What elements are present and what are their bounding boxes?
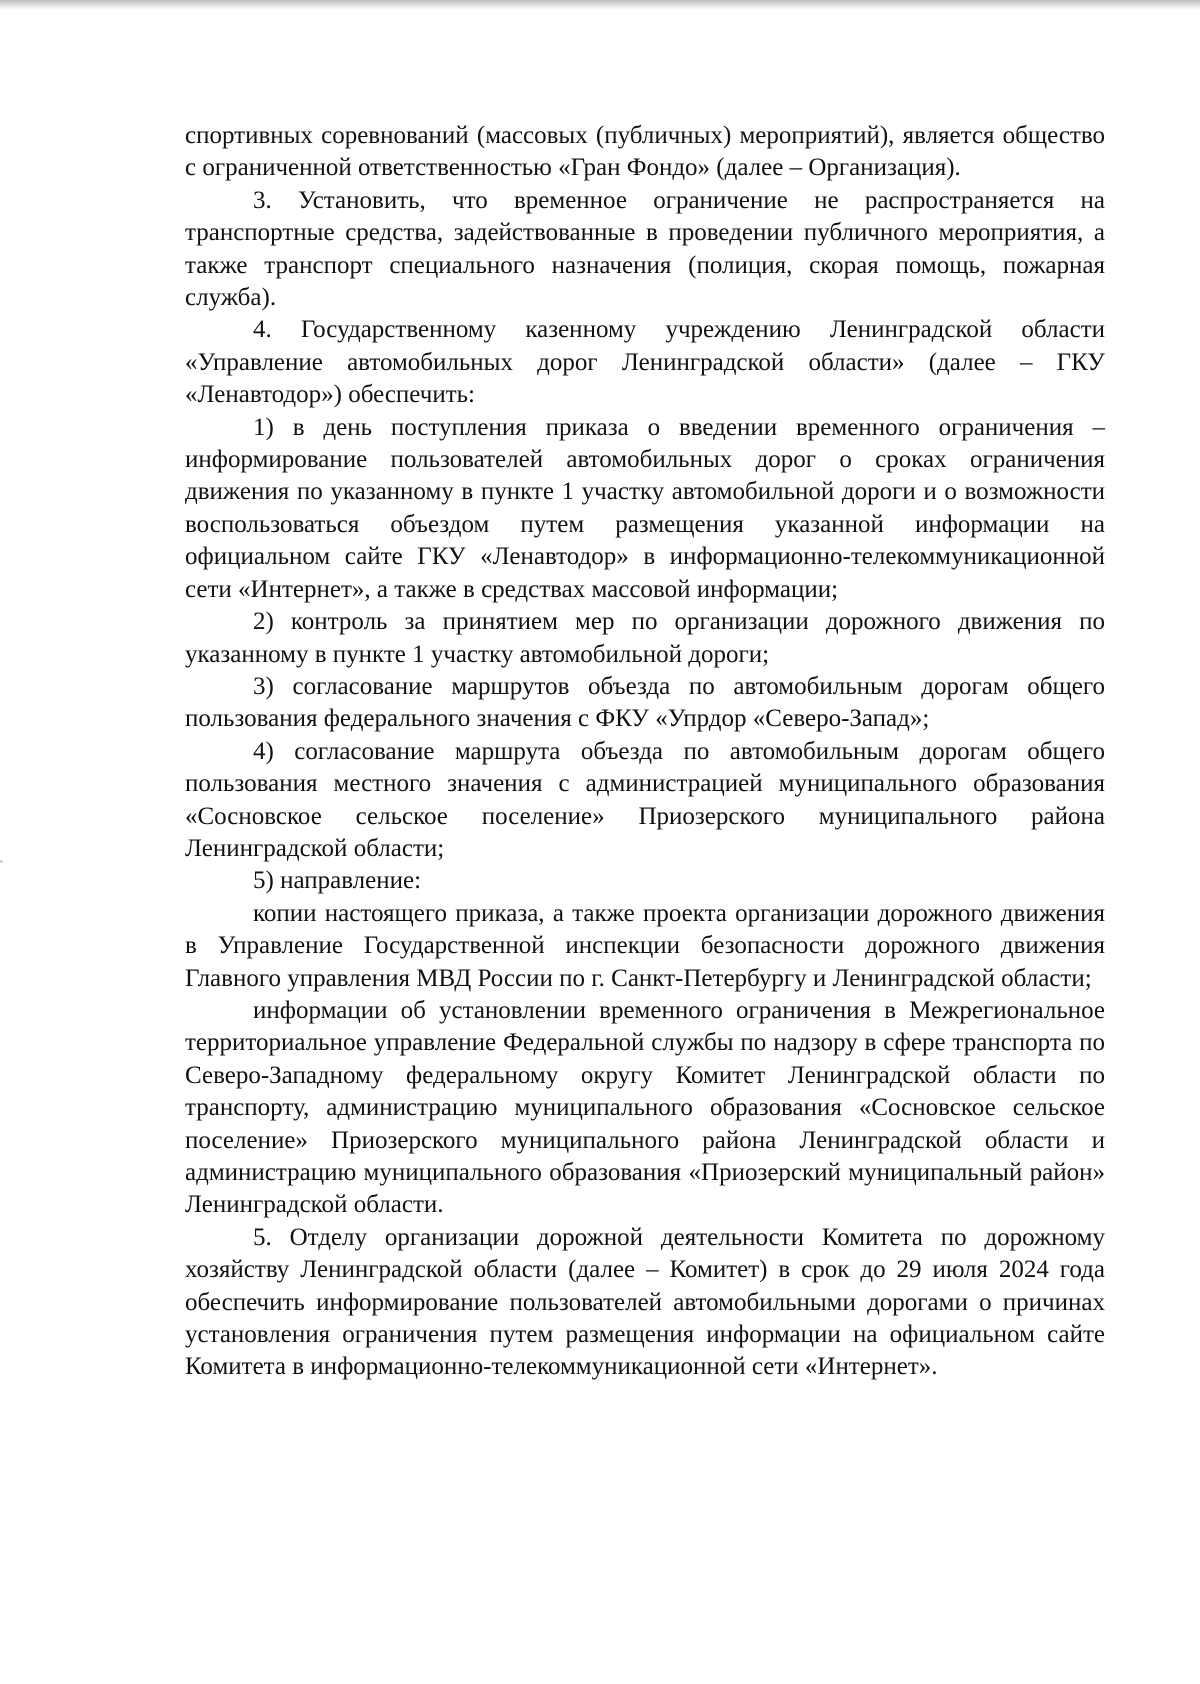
paragraph-item-4: 4. Государственному казенному учреждению Ленинградской области «Управление автомобильных дорог Ленинградской области» (далее – ГКУ «Ленавтодор») обеспечить: (185, 316, 1105, 409)
scan-top-edge (0, 0, 1200, 10)
paragraph-copies: копии настоящего приказа, а также проекта организации дорожного движения в Управление Государственной инспекции безопасности дорожного движения Главного управления МВД России по г. Санкт-Петербургу и Ленинградской области; (185, 899, 1105, 992)
scan-speck (0, 860, 3, 863)
paragraph-continuation: спортивных соревнований (массовых (публичных) мероприятий), является общество с ограниченной ответственностью «Гран Фондо» (далее – Организация). (185, 122, 1105, 182)
paragraph-subitem-3: 3) согласование маршрутов объезда по автомобильным дорогам общего пользования федерального значения с ФКУ «Упрдор «Северо-Запад»; (185, 672, 1105, 733)
paragraph-item-3: 3. Установить, что временное ограничение не распространяется на транспортные средства, задействованные в проведении публичного мероприятия, а также транспорт специального назначения (полиция, скорая помощь, пожарная служба). (185, 186, 1105, 312)
paragraph-subitem-5: 5) направление: (253, 867, 422, 895)
paragraph-subitem-1: 1) в день поступления приказа о введении временного ограничения – информирование пользователей автомобильных дорог о сроках ограничения движения по указанному в пункте 1 участку автомобильной дороги и о возможности воспользоваться объездом путем размещения указанной информации на официальном сайте ГКУ «Ленавтодор» в информационно-телекоммуникационной сети «Интернет», а также в средствах массовой информации; (185, 413, 1105, 603)
paragraph-subitem-2: 2) контроль за принятием мер по организации дорожного движения по указанному в пункте 1 участку автомобильной дороги; (185, 608, 1105, 668)
paragraph-information: информации об установлении временного ограничения в Межрегиональное территориальное управление Федеральной службы по надзору в сфере транспорта по Северо-Западному федеральному округу Комитет Ленинградской области по транспорту, администрацию муниципального образования «Сосновское сельское поселение» Приозерского муниципального района Ленинградской области и администрацию муниципального образования «Приозерский муниципальный район» Ленинградской области. (185, 996, 1105, 1219)
paragraph-item-5: 5. Отделу организации дорожной деятельности Комитета по дорожному хозяйству Ленинградской области (далее – Комитет) в срок до 29 июля 2024 года обеспечить информирование пользователей автомобильными дорогами о причинах установления ограничения путем размещения информации на официальном сайте Комитета в информационно-телекоммуникационной сети «Интернет». (185, 1223, 1105, 1381)
paragraph-subitem-4: 4) согласование маршрута объезда по автомобильным дорогам общего пользования местного значения с администрацией муниципального образования «Сосновское сельское поселение» Приозерского муниципального района Ленинградской области; (185, 737, 1105, 862)
document-body (185, 120, 1105, 1384)
